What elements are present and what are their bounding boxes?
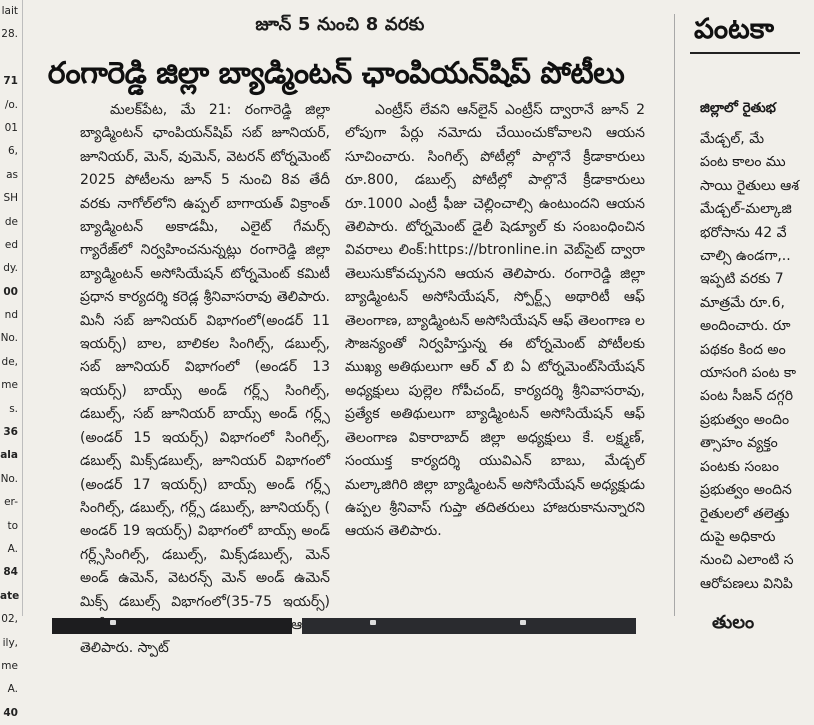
photo-highlight [110, 620, 116, 625]
fragment-line: 84 [3, 566, 18, 579]
fragment-line: ate [0, 589, 20, 602]
fragment-line: nd [4, 309, 18, 322]
right-story-line: మేడ్చల్-మల్కాజి [700, 201, 792, 218]
article-headline: రంగారెడ్డి జిల్లా బ్యాడ్మింటన్ ఛాంపియన్‌షిప్ పోటీలు [47, 56, 625, 91]
headline-underline [690, 52, 800, 54]
right-story-line: పంట సీజన్ దగ్గరి [700, 388, 793, 405]
fragment-line: A. [7, 542, 18, 555]
right-story-line: యాసంగి పంట కా [700, 365, 797, 382]
photo-highlight [520, 620, 526, 625]
fragment-line: ily, [2, 636, 18, 649]
right-story-line: రైతులలో తలెత్తు [700, 505, 790, 522]
right-story-line: ఆరోపణలు వినిపి [700, 575, 793, 592]
right-story-line: ప్రభుత్వం అందిన [700, 482, 792, 499]
bottom-photo-right [302, 618, 636, 634]
fragment-line: 02, [1, 613, 18, 626]
right-story-line: చాల్సి ఉండగా,.. [700, 248, 791, 265]
right-story-line: భరోసాను 42 వే [700, 224, 787, 241]
fragment-line: as [6, 168, 18, 181]
right-story-subheading: జిల్లాలో రైతుభ [700, 100, 776, 116]
fragment-line: No. [0, 332, 18, 345]
fragment-line: 01 [4, 121, 18, 134]
article-paragraph: ఎంట్రీస్ లేవని ఆన్‌లైన్ ఎంట్రీస్ ద్వారానే జూన్ 2 లోపుగా పేర్లు నమోదు చేయించుకోవాలని ఆయన సూచించారు. సింగిల్స్ పోటీల్లో పాల్గొనే క్రీడాకారులు రూ.800, డబుల్స్ పోటీల్లో పాల్గొనే క్రీడాకారులు రూ.1000 ఎంట్రీ ఫీజు చెల్లించాల్సి ఉంటుందని ఆయన తెలిపారు. టోర్నమెంట్ డైలీ షెడ్యూల్ కు సంబంధించిన వివరాలు లింక్:https://btronline.in వెబ్‌సైట్ ద్వారా తెలుసుకోవచ్చునని ఆయన తెలిపారు. రంగారెడ్డి జిల్లా బ్యాడ్మింటన్ అసోసియేషన్, స్పోర్ట్స్ అథారిటీ ఆఫ్ తెలంగాణ, బ్యాడ్మింటన్ అసోసియేషన్ ఆఫ్ తెలంగాణ ల సౌజన్యంతో నిర్వహిస్తున్న ఈ టోర్నమెంట్ పోటీలకు ముఖ్య అతిథులుగా ఆర్ ఎ్ బి ఏ టోర్నమెంట్‌సియేషన్ అధ్యక్షులు పుల్లెల గోపీచంద్, కార్యదర్శి శ్రీనివాసరావు, ప్రత్యేక అతిథులుగా బ్యాడ్మింటన్ అసోసియేషన్ ఆఫ్ తెలంగాణ వికారాబాద్ జిల్లా అధ్యక్షులు కే. లక్ష్మణ్, సంయుక్త కార్యదర్శి యువిఎన్ బాబు, మేడ్చల్ మల్కాజిగిరి జిల్లా బ్యాడ్మింటన్ అసోసియేషన్ అధ్యక్షుడు ఉప్పల శ్రీనివాస్ గుప్తా తదితరులు హాజరుకానున్నారని ఆయన తెలిపారు. [345, 102, 645, 540]
fragment-line: SH [3, 192, 18, 205]
fragment-line: er- [4, 496, 18, 509]
article-kicker: జూన్ 5 నుంచి 8 వరకు [255, 14, 425, 35]
column-divider [22, 0, 23, 616]
fragment-line: me [1, 659, 18, 672]
fragment-line: No. [0, 472, 18, 485]
fragment-line: to [7, 519, 18, 532]
right-story-line: పంట కాలం ము [700, 154, 786, 171]
right-story-line: సాయి రైతులు ఆశ [700, 177, 800, 194]
fragment-line: /o. [4, 98, 18, 111]
article-paragraph: మలక్‌పేట, మే 21: రంగారెడ్డి జిల్లా బ్యాడ్మింటన్ ఛాంపియన్‌షిప్ సబ్ జూనియర్, జూనియర్, మెన్, వుమెన్, వెటరన్ టోర్నమెంట్ 2025 పోటీలను జూన్ 5 నుంచి 8వ తేదీ వరకు నాగోల్‌లోని ఉప్పల్ బాగాయత్ విక్రాంత్ బ్యాడ్మింటన్ అకాడమీ, ఎలైట్ గేమర్స్ గ్యారేజ్‌లో నిర్వహించనున్నట్లు రంగారెడ్డి జిల్లా బ్యాడ్మింటన్ అసోసియేషన్ టోర్నమెంట్ కమిటీ ప్రధాన కార్యదర్శి కరెడ్ల శ్రీనివాసరావు తెలిపారు. మినీ సబ్ జూనియర్ విభాగంలో(అండర్ 11 ఇయర్స్) బాల, బాలికల సింగిల్స్, డబుల్స్, సబ్ జూనియర్ విభాగంలో (అండర్ 13 ఇయర్స్) బాయ్స్ అండ్ గర్ల్స్ సింగిల్స్, డబుల్స్, సబ్ జూనియర్ బాయ్స్ అండ్ గర్ల్స్ (అండర్ 15 ఇయర్స్) విభాగంలో సింగిల్స్, డబుల్స్ మిక్స్‌డబుల్స్, జూనియర్ విభాగంలో (అండర్ 17 ఇయర్స్) బాయ్స్ అండ్ గర్ల్స్ సింగిల్స్, డబుల్స్, గర్ల్స్ డబుల్స్, జూనియర్స్ ( అండర్ 19 ఇయర్స్) విభాగంలో బాయ్స్ అండ్ గర్ల్స్‌సింగిల్స్, డబుల్స్, మిక్స్‌డబుల్స్, మెన్ అండ్ ఉమెన్, వెటరన్స్ మెన్ అండ్ ఉమెన్ మిక్స్ డబుల్స్ విభాగంలో(35-75 ఇయర్స్) తెలిపారు. స్పాట్ [80, 102, 330, 657]
fragment-line: de [4, 215, 18, 228]
fragment-line: lait [1, 5, 18, 17]
fragment-line [0, 47, 18, 70]
right-story-line: నుంచి ఎలాంటి స [700, 552, 794, 569]
bottom-photo-left [52, 618, 292, 634]
fragment-line: 36 [3, 426, 18, 439]
article-column-2 [345, 99, 645, 544]
fragment-line: 28. [1, 28, 18, 41]
column-divider [674, 14, 675, 616]
right-story-line: పథకం కింద అం [700, 341, 786, 358]
fragment-line: A. [7, 683, 18, 696]
right-story-line: ప్రభుత్వం అందిం [700, 411, 790, 428]
right-story-line: పంటకు సంబం [700, 458, 779, 475]
previous-column-fragment [0, 0, 20, 719]
fragment-line: 40 [3, 706, 18, 719]
right-story-line: మేడ్చల్, మే [700, 131, 765, 147]
fragment-line: ed [4, 238, 18, 251]
right-story-headline: పంటకా [694, 12, 774, 45]
right-story-line: ఇప్పటి వరకు 7 [700, 271, 784, 288]
fragment-line: 00 [3, 285, 18, 298]
right-story-line: మాత్రమే రూ.6, [700, 294, 785, 311]
right-story-line: త్సాహం వ్యక్తం [700, 435, 778, 452]
fragment-line: dy. [3, 262, 18, 275]
fragment-line: de, [1, 355, 18, 368]
fragment-line: 6, [7, 145, 18, 158]
right-story-line: దుపై అధికారు [700, 528, 776, 545]
next-story-fragment: తులం [712, 612, 755, 633]
right-story-line: అందించారు. రూ [700, 318, 791, 335]
fragment-line: me [1, 379, 18, 392]
right-story-body [700, 128, 800, 596]
fragment-line: ala [0, 449, 18, 462]
photo-highlight [370, 620, 376, 625]
fragment-line: s. [9, 402, 18, 415]
fragment-line: 71 [3, 75, 18, 88]
article-column-1 [80, 99, 330, 661]
